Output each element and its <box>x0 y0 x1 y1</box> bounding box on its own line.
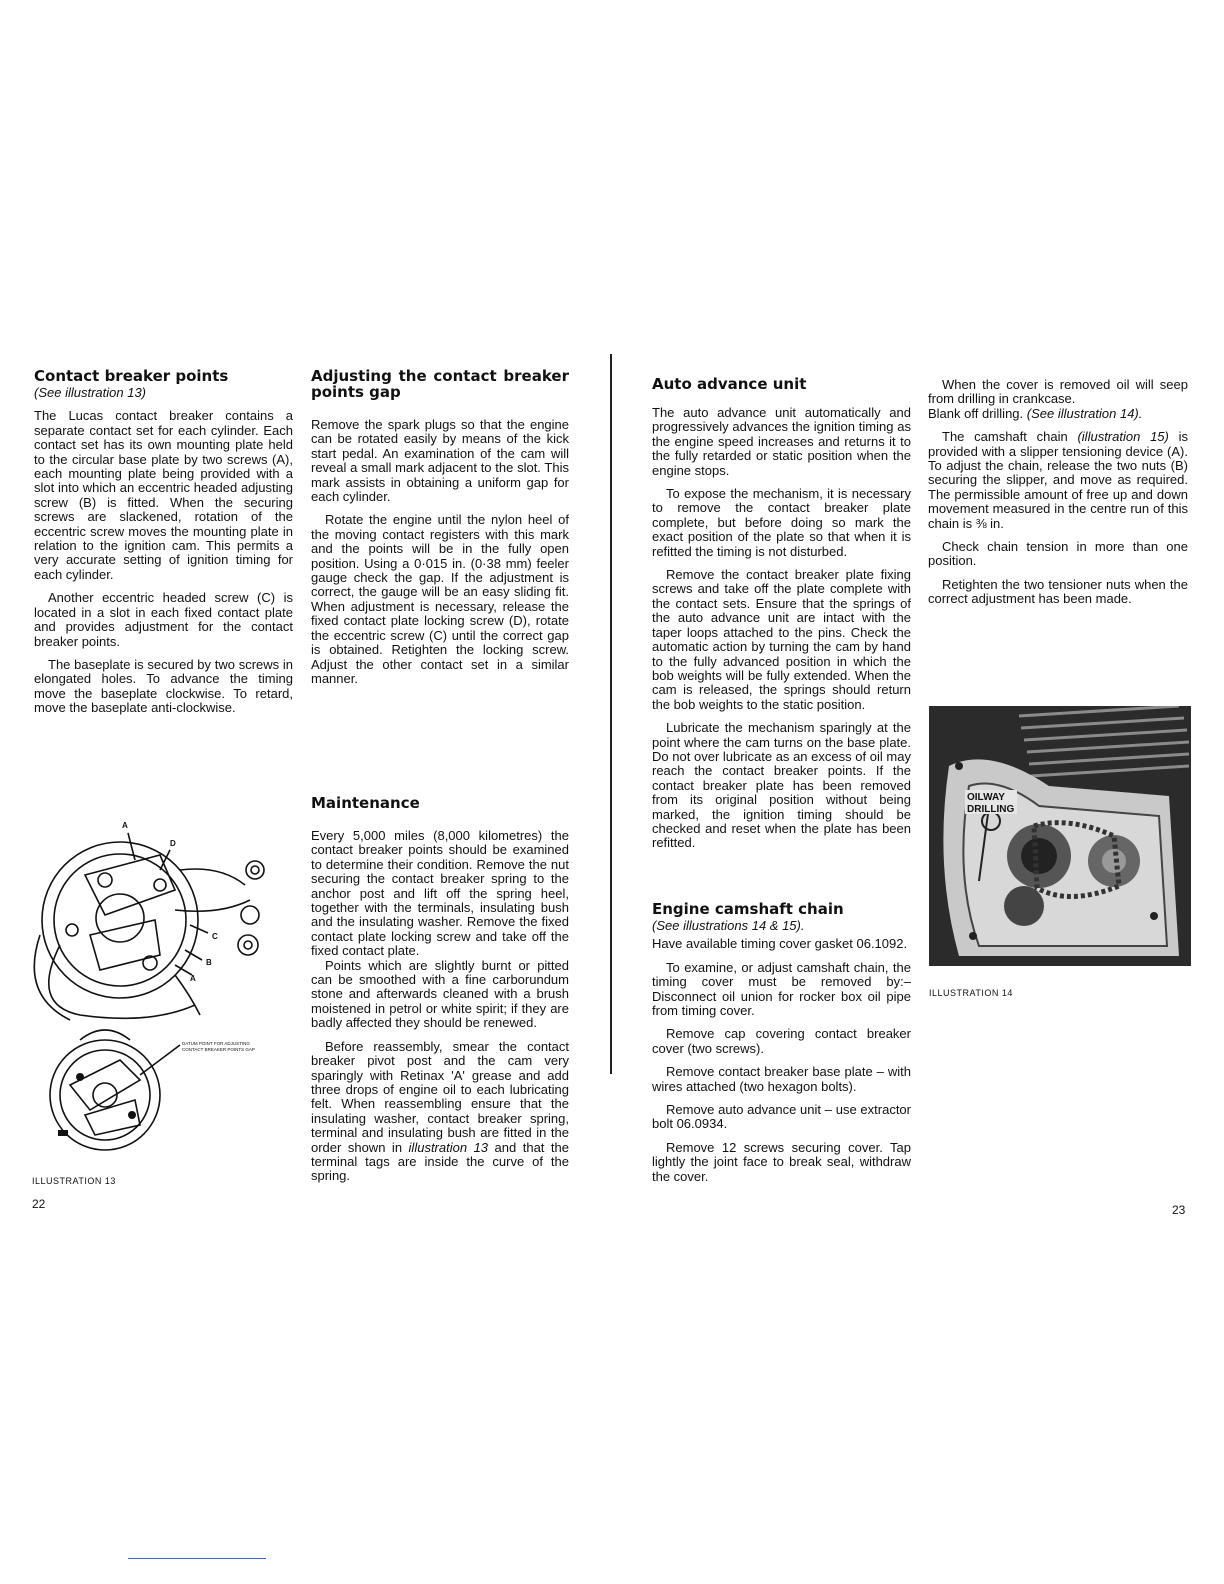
maintenance-section <box>311 795 569 1193</box>
section-title: Contact breaker points <box>34 367 229 385</box>
illustration-14-caption: ILLUSTRATION 14 <box>929 988 1013 998</box>
oilway-label-line2: DRILLING <box>967 804 1015 815</box>
section-title: Maintenance <box>311 794 420 812</box>
label-b: B <box>206 958 212 967</box>
oilway-label-line1: OILWAY <box>967 792 1005 803</box>
paragraph: Another eccentric headed screw (C) is located in a slot in each fixed contact plate and provides adjustment for the contact breaker points. <box>34 590 293 649</box>
contact-breaker-diagram <box>10 815 300 1175</box>
footer-line <box>128 1558 266 1559</box>
paragraph: Retighten the two tensioner nuts when the correct adjustment has been made. <box>928 576 1188 607</box>
paragraph: Before reassembly, smear the contact breaker pivot post and the cam very sparingly with Retinax 'A' grease and add three drops of engine oil to each lubricating felt. When reassembling ensure that the insulating washer, contact breaker spring, terminal and insulating bush are fitted in the order shown in illustration 13 and that the terminal tags are inside the curve of the spring. <box>311 1038 569 1184</box>
camshaft-chain-continued <box>928 378 1188 616</box>
paragraph: Remove contact breaker base plate – with wires attached (two hexagon bolts). <box>652 1064 911 1094</box>
paragraph: The baseplate is secured by two screws in elongated holes. To advance the timing move the baseplate clockwise. To retard, move the baseplate anti-clockwise. <box>34 656 293 716</box>
illustration-13-caption: ILLUSTRATION 13 <box>32 1176 116 1186</box>
paragraph: Remove 12 screws securing cover. Tap lightly the joint face to break seal, withdraw the cover. <box>652 1139 911 1184</box>
datum-label-line2: CONTACT BREAKER POINTS GAP <box>182 1047 255 1052</box>
datum-label-line1: DATUM POINT FOR ADJUSTING <box>182 1041 250 1046</box>
section-subtitle: (See illustration 13) <box>34 385 146 400</box>
label-d: D <box>170 839 176 848</box>
paragraph: The auto advance unit automatically and progressively advances the ignition timing as the engine speed increases and returns it to the fully retarded or static position when the engine stops. <box>652 405 911 478</box>
paragraph: Rotate the engine until the nylon heel of the moving contact registers with this mark and the points will be in the fully open position. Using a 0·015 in. (0·38 mm) feeler gauge check the gap. If the adjustment is correct, the gauge will be an easy sliding fit. When adjustment is necessary, release the fixed contact plate locking screw (D), rotate the eccentric screw (C) until the correct gap is obtained. Retighten the locking screw. Adjust the other contact set in a similar manner. <box>311 512 569 686</box>
auto-advance-section <box>652 376 911 860</box>
section-title: Auto advance unit <box>652 375 807 393</box>
section-subtitle: (See illustrations 14 & 15). <box>652 918 805 933</box>
label-a-top: A <box>122 821 128 830</box>
contact-breaker-section <box>34 368 293 725</box>
section-title: Engine camshaft chain <box>652 900 844 918</box>
paragraph: Blank off drilling. (See illustration 14). <box>928 405 1143 421</box>
paragraph: Have available timing cover gasket 06.1092. <box>652 936 908 952</box>
paragraph: Points which are slightly burnt or pitted can be smoothed with a fine carborundum stone and afterwards cleaned with a brush moistened in petrol or white spirit; if they are badly affected they should be renewed. <box>311 957 569 1031</box>
timing-chest-photo <box>929 706 1191 966</box>
adjusting-gap-section <box>311 368 569 695</box>
paragraph: To expose the mechanism, it is necessary to remove the contact breaker plate complete, but before doing so mark the exact position of the plate so that when it is refitted the timing is not disturbed. <box>652 486 911 559</box>
spine-divider <box>610 354 612 1074</box>
label-a-bottom: A <box>190 974 196 983</box>
paragraph: Remove the spark plugs so that the engine can be rotated easily by means of the kick start pedal. An examination of the cam will reveal a small mark adjacent to the slot. This mark assists in obtaining a uniform gap for each cylinder. <box>311 417 569 505</box>
paragraph: Every 5,000 miles (8,000 kilometres) the contact breaker points should be examined to determine their condition. Remove the nut securing the contact breaker spring to the anchor post and lift off the spring heel, together with the terminals, insulating bush and the insulating washer. Remove the fixed contact plate locking screw and take off the fixed contact plate. <box>311 828 569 959</box>
paragraph: The camshaft chain (illustration 15) is provided with a slipper tensioning device (A). To adjust the chain, release the two nuts (B) securing the slipper, and move as required. The permissible amount of free up and down movement measured in the centre run of this chain is ⅜ in. <box>928 429 1188 531</box>
paragraph: Remove cap covering contact breaker cover (two screws). <box>652 1026 911 1056</box>
camshaft-chain-section <box>652 901 911 1193</box>
paragraph: When the cover is removed oil will seep from drilling in crankcase. <box>928 377 1188 407</box>
paragraph: Remove auto advance unit – use extractor bolt 06.0934. <box>652 1102 911 1132</box>
paragraph: Lubricate the mechanism sparingly at the point where the cam turns on the base plate. Do not over lubricate as an excess of oil may reach the contact breaker points. If the contact breaker plate has been removed from its original position without being marked, the ignition timing should be checked and reset when the plate has been refitted. <box>652 720 911 851</box>
paragraph: To examine, or adjust camshaft chain, the timing cover must be removed by:– Disconnect oil union for rocker box oil pipe from timing cover. <box>652 959 911 1019</box>
label-c: C <box>212 932 218 941</box>
paragraph: Check chain tension in more than one position. <box>928 539 1188 569</box>
section-title: Adjusting the contact breaker points gap <box>311 367 569 401</box>
page-number-right: 23 <box>1172 1203 1186 1217</box>
paragraph: The Lucas contact breaker contains a separate contact set for each cylinder. Each contact set has its own mounting plate held to the circular base plate by two screws (A), each mounting plate being provided with a slot into which an eccentric headed adjusting screw (B) is fitted. When the securing screws are slackened, rotation of the eccentric screw moves the mounting plate in relation to the ignition cam. This permits a very accurate setting of ignition timing for each cylinder. <box>34 408 293 582</box>
page-number-left: 22 <box>32 1197 46 1211</box>
paragraph: Remove the contact breaker plate fixing screws and take off the plate complete with the contact sets. Ensure that the springs of the auto advance unit are intact with the taper loops attached to the pins. Check the automatic action by turning the cam by hand to the fully advanced position in which the bob weights will be fully extended. When the cam is released, the springs should return the bob weights to the static position. <box>652 567 911 712</box>
